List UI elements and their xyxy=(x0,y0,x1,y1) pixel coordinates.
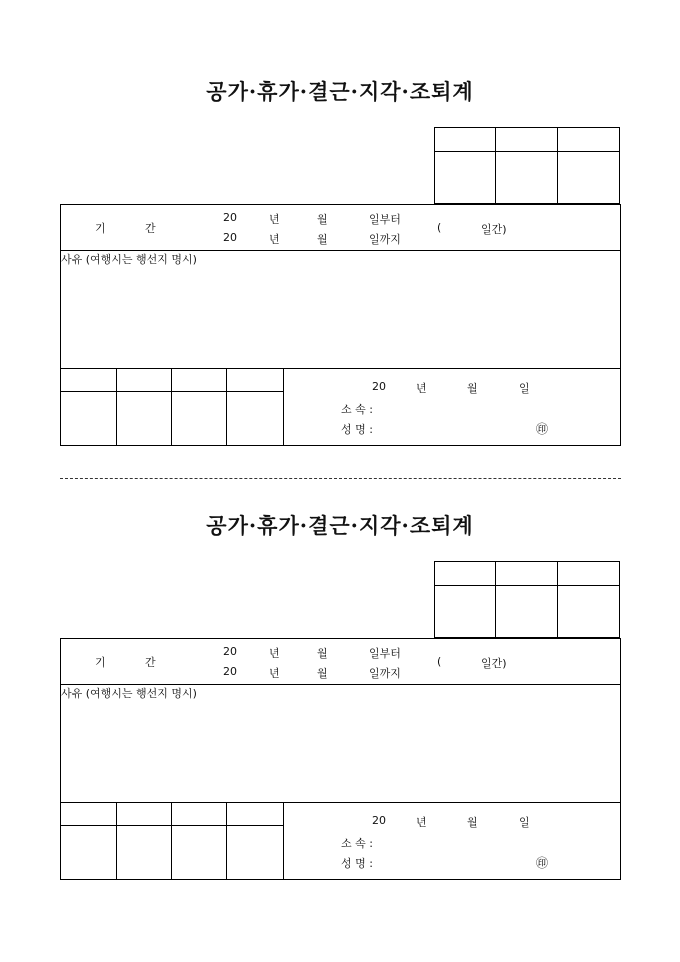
approval-header-cell xyxy=(558,128,619,152)
period-label: 기 xyxy=(95,656,106,669)
approval-sign-cell xyxy=(496,586,557,637)
mini-header-cell xyxy=(61,368,117,392)
from-year-unit: 년 xyxy=(269,213,280,226)
sign-day-unit: 일 xyxy=(519,382,530,395)
period-row xyxy=(61,205,620,251)
mini-header-cell xyxy=(117,802,172,826)
to-year: 20 xyxy=(223,665,237,678)
form-table xyxy=(60,204,621,446)
form-table xyxy=(60,638,621,880)
bottom-row xyxy=(61,802,620,879)
to-day-unit: 일까지 xyxy=(369,233,401,246)
to-year: 20 xyxy=(223,231,237,244)
reason-label: 사유 (여행시는 행선지 명시) xyxy=(61,687,197,700)
from-day-unit: 일부터 xyxy=(369,213,401,226)
approval-header-cell xyxy=(496,128,557,152)
mini-header-cell xyxy=(172,802,227,826)
leave-form xyxy=(0,434,680,870)
mini-sign-cell xyxy=(61,826,117,879)
mini-approval-grid xyxy=(61,802,284,879)
approval-header-cell xyxy=(496,562,557,586)
mini-header-cell xyxy=(227,802,283,826)
mini-header-cell xyxy=(61,802,117,826)
dept-label: 소 속 : xyxy=(341,403,373,416)
seal-mark: ㊞ xyxy=(536,422,549,436)
period-row xyxy=(61,639,620,685)
approval-box xyxy=(434,561,620,638)
form-title: 공가·휴가·결근·지각·조퇴계 xyxy=(206,513,474,538)
from-year: 20 xyxy=(223,645,237,658)
to-month-unit: 월 xyxy=(317,667,328,680)
reason-label: 사유 (여행시는 행선지 명시) xyxy=(61,253,197,266)
days-open-paren: ( xyxy=(437,221,442,234)
sign-year-unit: 년 xyxy=(416,382,427,395)
to-month-unit: 월 xyxy=(317,233,328,246)
approval-sign-cell xyxy=(435,152,496,203)
mini-sign-cell xyxy=(117,826,172,879)
sign-day-unit: 일 xyxy=(519,816,530,829)
mini-header-cell xyxy=(172,368,227,392)
sign-month-unit: 월 xyxy=(467,382,478,395)
reason-row xyxy=(61,250,620,369)
form-title: 공가·휴가·결근·지각·조퇴계 xyxy=(206,79,474,104)
mini-sign-cell xyxy=(172,826,227,879)
approval-sign-cell xyxy=(435,586,496,637)
period-label: 간 xyxy=(145,656,156,669)
approval-sign-cell xyxy=(496,152,557,203)
period-label: 기 xyxy=(95,222,106,235)
sign-year: 20 xyxy=(372,814,386,827)
from-year-unit: 년 xyxy=(269,647,280,660)
name-label: 성 명 : xyxy=(341,423,373,436)
leave-form xyxy=(0,0,680,436)
approval-sign-cell xyxy=(558,152,619,203)
sign-month-unit: 월 xyxy=(467,816,478,829)
to-year-unit: 년 xyxy=(269,667,280,680)
sign-year: 20 xyxy=(372,380,386,393)
to-year-unit: 년 xyxy=(269,233,280,246)
mini-header-cell xyxy=(227,368,283,392)
sign-year-unit: 년 xyxy=(416,816,427,829)
dept-label: 소 속 : xyxy=(341,837,373,850)
from-day-unit: 일부터 xyxy=(369,647,401,660)
approval-box xyxy=(434,127,620,204)
approval-sign-cell xyxy=(558,586,619,637)
period-label: 간 xyxy=(145,222,156,235)
to-day-unit: 일까지 xyxy=(369,667,401,680)
name-label: 성 명 : xyxy=(341,857,373,870)
approval-header-cell xyxy=(435,562,496,586)
approval-header-cell xyxy=(435,128,496,152)
reason-row xyxy=(61,684,620,803)
days-open-paren: ( xyxy=(437,655,442,668)
mini-header-cell xyxy=(117,368,172,392)
approval-header-cell xyxy=(558,562,619,586)
from-month-unit: 월 xyxy=(317,213,328,226)
from-month-unit: 월 xyxy=(317,647,328,660)
days-label: 일간) xyxy=(481,657,507,670)
seal-mark: ㊞ xyxy=(536,856,549,870)
days-label: 일간) xyxy=(481,223,507,236)
from-year: 20 xyxy=(223,211,237,224)
mini-sign-cell xyxy=(227,826,283,879)
